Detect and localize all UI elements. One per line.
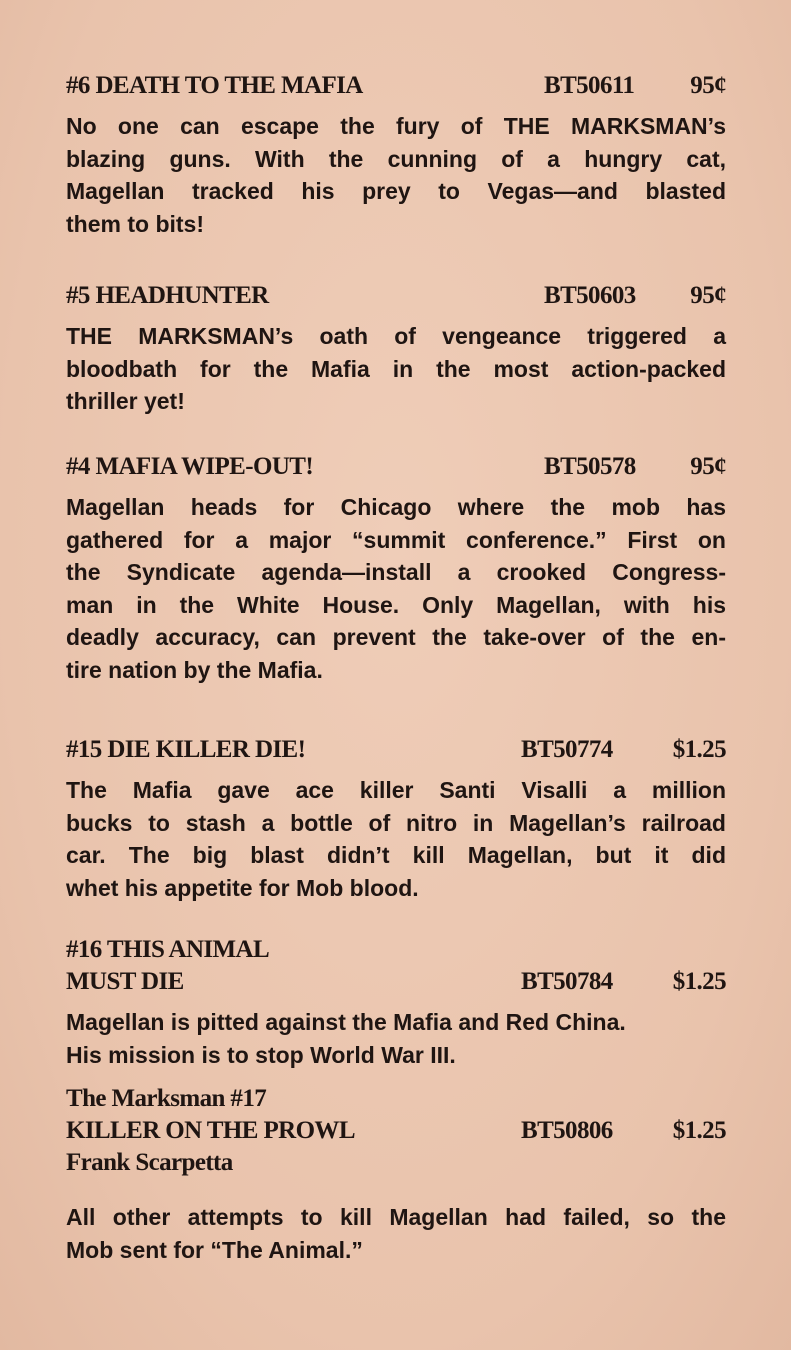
book-header-line2 (66, 966, 726, 998)
book-entry-6 (66, 70, 726, 240)
series-title: The Marksman #17 (66, 1085, 267, 1112)
book-header-line1 (66, 934, 726, 966)
description-line: The Mafia gave ace killer Santi Visalli a million (66, 777, 726, 803)
book-entry-16 (66, 934, 726, 1071)
book-title: KILLER ON THE PROWL (66, 1117, 355, 1144)
description-line: Magellan is pitted against the Mafia and Red China. (66, 1009, 626, 1035)
description-line: Magellan heads for Chicago where the mob has (66, 494, 726, 520)
description-line: whet his appetite for Mob blood. (66, 874, 419, 901)
book-title-line2: MUST DIE (66, 968, 184, 995)
book-description (66, 774, 726, 904)
book-title: #15 DIE KILLER DIE! (66, 736, 306, 763)
description-line: them to bits! (66, 210, 204, 237)
book-author: Frank Scarpetta (66, 1149, 233, 1176)
description-line: the Syndicate agenda—install a crooked Congress- (66, 559, 726, 585)
book-description (66, 1201, 726, 1266)
book-code: BT50806 (521, 1117, 613, 1144)
book-header (66, 280, 726, 312)
book-description (66, 110, 726, 240)
book-header (66, 70, 726, 102)
description-line: deadly accuracy, can prevent the take-over of the en- (66, 624, 726, 650)
description-line: His mission is to stop World War III. (66, 1041, 456, 1068)
book-description (66, 320, 726, 418)
book-entry-5 (66, 280, 726, 418)
description-line: Magellan tracked his prey to Vegas—and blasted (66, 178, 726, 204)
description-line: THE MARKSMAN’s oath of vengeance triggered a (66, 323, 726, 349)
book-code: BT50774 (521, 736, 613, 763)
book-title: #6 DEATH TO THE MAFIA (66, 72, 363, 99)
book-entry-17 (66, 1083, 726, 1266)
book-price: $1.25 (672, 1117, 726, 1144)
description-line: No one can escape the fury of THE MARKSMAN’s (66, 113, 726, 139)
book-header (66, 1115, 726, 1147)
description-line: bloodbath for the Mafia in the most action-packed (66, 355, 726, 382)
description-line: gathered for a major “summit conference.” First on (66, 526, 726, 553)
author-line (66, 1147, 726, 1179)
description-line: man in the White House. Only Magellan, with his (66, 591, 726, 618)
book-header (66, 451, 726, 483)
book-price: 95¢ (690, 453, 726, 480)
book-price: $1.25 (672, 968, 726, 995)
book-entry-4 (66, 451, 726, 686)
description-line: blazing guns. With the cunning of a hungry cat, (66, 145, 726, 172)
book-code: BT50603 (544, 282, 636, 309)
description-line: All other attempts to kill Magellan had failed, so the (66, 1204, 726, 1230)
book-title-line1: #16 THIS ANIMAL (66, 936, 270, 963)
book-title: #5 HEADHUNTER (66, 282, 269, 309)
book-code: BT50578 (544, 453, 636, 480)
book-description (66, 1006, 726, 1071)
book-title: #4 MAFIA WIPE-OUT! (66, 453, 314, 480)
description-line: car. The big blast didn’t kill Magellan, but it did (66, 842, 726, 868)
description-line: tire nation by the Mafia. (66, 656, 323, 683)
description-line: Mob sent for “The Animal.” (66, 1236, 363, 1263)
series-line (66, 1083, 726, 1115)
description-line: thriller yet! (66, 388, 185, 414)
book-price: 95¢ (690, 282, 726, 309)
book-header (66, 734, 726, 766)
book-description (66, 491, 726, 686)
book-price: 95¢ (690, 72, 726, 99)
description-line: bucks to stash a bottle of nitro in Magellan’s railroad (66, 809, 726, 836)
book-code: BT50611 (544, 72, 635, 99)
book-entry-15 (66, 734, 726, 904)
book-price: $1.25 (672, 736, 726, 763)
book-code: BT50784 (521, 968, 613, 995)
